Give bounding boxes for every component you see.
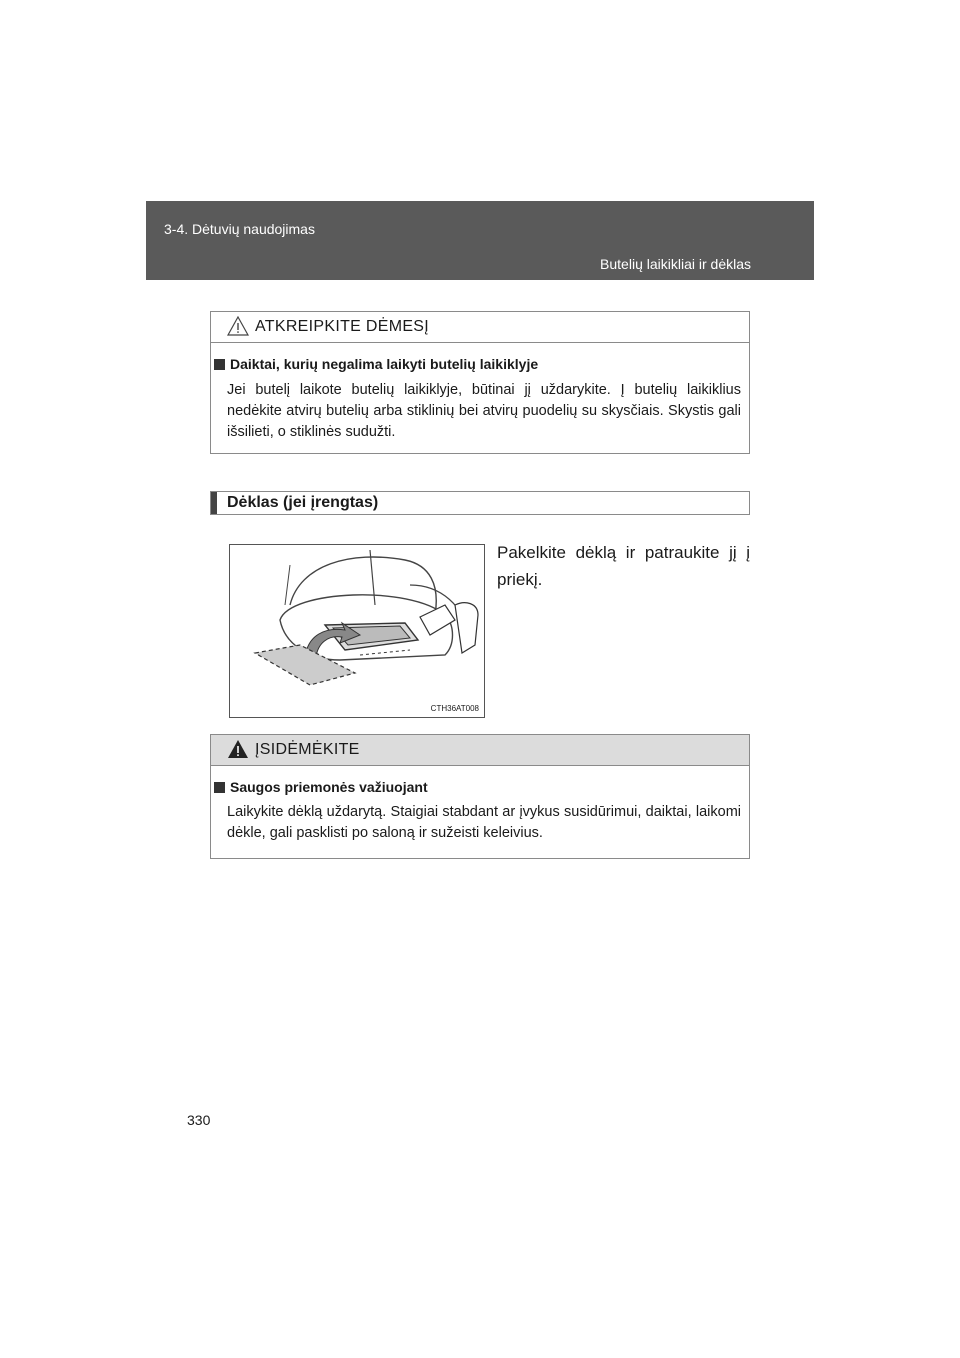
page-number: 330: [187, 1112, 211, 1128]
section-heading: [210, 491, 750, 515]
page-header: [146, 201, 814, 280]
bullet-square-icon: [214, 359, 225, 370]
figure-code: CTH36AT008: [430, 704, 479, 713]
caution-triangle-icon: [227, 316, 249, 336]
heading-bar: [211, 492, 217, 514]
warning-item-title: [214, 779, 428, 795]
warning-item-text: Laikykite dėklą uždarytą. Staigiai stabdant ar įvykus susidūrimui, daiktai, laikomi dėkle, gali pasklisti po saloną ir sužeisti keleivius.: [227, 804, 741, 841]
caution-box: [210, 311, 750, 454]
caution-item-text: Jei butelį laikote butelių laikiklyje, būtinai jį uždarykite. Į butelių laikiklius nedėkite atvirų butelių arba stiklinių bei atvirų puodelių su skysčiais. Skystis gali išsilieti, o stiklinės sudužti.: [227, 382, 741, 440]
section-title: 3-4. Dėtuvių naudojimas: [164, 221, 315, 237]
warning-item-title-text: Saugos priemonės važiuojant: [230, 779, 428, 795]
caution-item-title-text: Daiktai, kurių negalima laikyti butelių laikiklyje: [230, 356, 539, 372]
caution-label: ATKREIPKITE DĖMESĮ: [255, 318, 430, 335]
warning-box: [210, 734, 750, 859]
instruction-text: Pakelkite dėklą ir patraukite jį į priekį.: [497, 543, 750, 589]
warning-label: ĮSIDĖMĖKITE: [255, 741, 360, 758]
caution-header: [211, 312, 749, 343]
page-subtitle: Butelių laikikliai ir dėklas: [600, 256, 751, 272]
section-heading-text: Dėklas (jei įrengtas): [227, 494, 379, 511]
warning-header: [211, 735, 749, 766]
seat-tray-drawing: [230, 545, 484, 717]
caution-item-title: [214, 356, 538, 372]
tray-illustration: [229, 544, 485, 718]
warning-triangle-icon: [227, 739, 249, 759]
bullet-square-icon: [214, 782, 225, 793]
